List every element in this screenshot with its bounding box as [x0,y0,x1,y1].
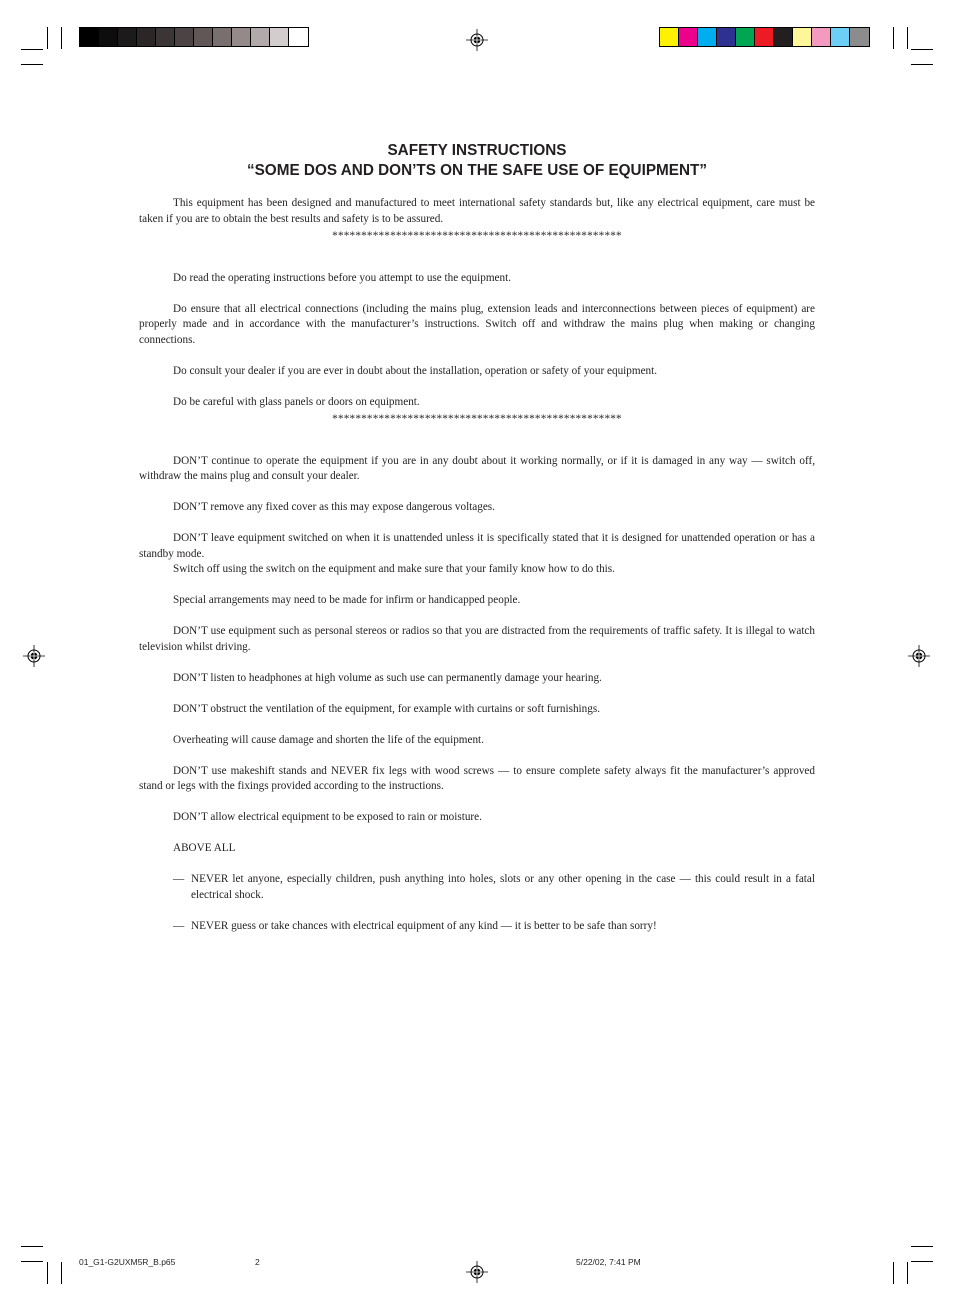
color-swatch [793,28,812,46]
crop-mark [47,27,48,49]
crop-mark [907,27,908,49]
page-subtitle: “SOME DOS AND DON’TS ON THE SAFE USE OF EQUIPMENT” [246,162,708,179]
crop-mark [893,1262,894,1284]
never-item [173,872,815,903]
registration-mark-icon [23,645,45,667]
never-item-text: NEVER let anyone, especially children, push anything into holes, slots or any other opening in the case — this could result in a fatal electrical shock. [191,873,815,901]
intro-paragraph: This equipment has been designed and manufactured to meet international safety standards but, like any electrical equipment, care must be taken if you are to obtain the best results and safety is to be assured. [139,197,815,225]
crop-mark [61,1262,62,1284]
color-swatch [156,28,175,46]
separator-stars: ************************************************** [332,413,622,425]
crop-mark [47,1262,48,1284]
dont-item: DON’T obstruct the ventilation of the equipment, for example with curtains or soft furnishings. [173,702,601,715]
color-swatch [80,28,99,46]
color-swatch [118,28,137,46]
never-item [173,919,815,935]
page-title: SAFETY INSTRUCTIONS [387,142,567,159]
crop-mark [21,1261,43,1262]
dont-item: DON’T leave equipment switched on when it is unattended unless it is specifically stated that it is designed for unattended operation or has a standby mode. [139,532,815,560]
color-swatch [850,28,869,46]
dont-item: DON’T allow electrical equipment to be exposed to rain or moisture. [173,811,482,823]
crop-mark [61,27,62,49]
color-swatch [831,28,850,46]
footer-file: 01_G1-G2UXM5R_B.p65 [79,1257,176,1267]
dash-symbol: — [173,919,185,932]
color-swatch [679,28,698,46]
never-item-text: NEVER guess or take chances with electrical equipment of any kind — it is better to be safe than sorry! [191,919,657,932]
crop-mark [907,1262,908,1284]
do-item: Do ensure that all electrical connections (including the mains plug, extension leads and interconnections between pieces of equipment) are properly made and in accordance with the manufacturer’s instructions. Switch off and withdraw the mains plug when making or changing connections. [139,302,815,346]
footer-date: 5/22/02, 7:41 PM [576,1257,641,1267]
dash-symbol: — [173,873,185,885]
color-swatch [137,28,156,46]
safety-instructions [139,141,815,934]
color-swatch [755,28,774,46]
color-swatch [774,28,793,46]
grey-calibration-bar [79,27,309,47]
footer-page-number: 2 [255,1257,260,1267]
dont-item: DON’T remove any fixed cover as this may expose dangerous voltages. [173,501,495,513]
crop-mark [911,1246,933,1247]
dont-item: DON’T listen to headphones at high volume as such use can permanently damage your hearing. [173,671,602,684]
crop-mark [893,27,894,49]
dont-item: Overheating will cause damage and shorten the life of the equipment. [173,733,484,746]
color-swatch [289,28,308,46]
color-swatch [194,28,213,46]
crop-mark [911,1261,933,1262]
color-swatch [99,28,118,46]
color-swatch [812,28,831,46]
color-swatch [736,28,755,46]
dont-item-continuation: Switch off using the switch on the equipment and make sure that your family know how to do this. [173,563,615,575]
color-swatch [270,28,289,46]
color-swatch [660,28,679,46]
crop-mark [21,64,43,65]
crop-mark [21,1246,43,1247]
registration-mark-icon [908,645,930,667]
do-item: Do read the operating instructions before you attempt to use the equipment. [173,271,512,284]
crop-mark [21,49,43,50]
dont-item: DON’T continue to operate the equipment if you are in any doubt about it working normally, or if it is damaged in any way — switch off, withdraw the mains plug and consult your dealer. [139,454,815,482]
dont-item: Special arrangements may need to be made for infirm or handicapped people. [173,594,521,606]
do-item: Do consult your dealer if you are ever in doubt about the installation, operation or safety of your equipment. [173,364,658,377]
dont-item: DON’T use makeshift stands and NEVER fix legs with wood screws — to ensure complete safety always fit the manufacturer’s approved stand or legs with the fixings provided according to the instructions. [139,764,815,792]
separator-stars: ************************************************** [332,230,622,242]
color-swatch [717,28,736,46]
above-all-heading: ABOVE ALL [173,842,236,854]
color-calibration-bar [659,27,870,47]
color-swatch [175,28,194,46]
color-swatch [251,28,270,46]
color-swatch [232,28,251,46]
color-swatch [698,28,717,46]
registration-mark-icon [466,29,488,51]
do-item: Do be careful with glass panels or doors on equipment. [173,395,420,408]
dont-item: DON’T use equipment such as personal stereos or radios so that you are distracted from the requirements of traffic safety. It is illegal to watch television whilst driving. [139,625,815,653]
registration-mark-icon [466,1261,488,1283]
color-swatch [213,28,232,46]
crop-mark [911,49,933,50]
crop-mark [911,64,933,65]
